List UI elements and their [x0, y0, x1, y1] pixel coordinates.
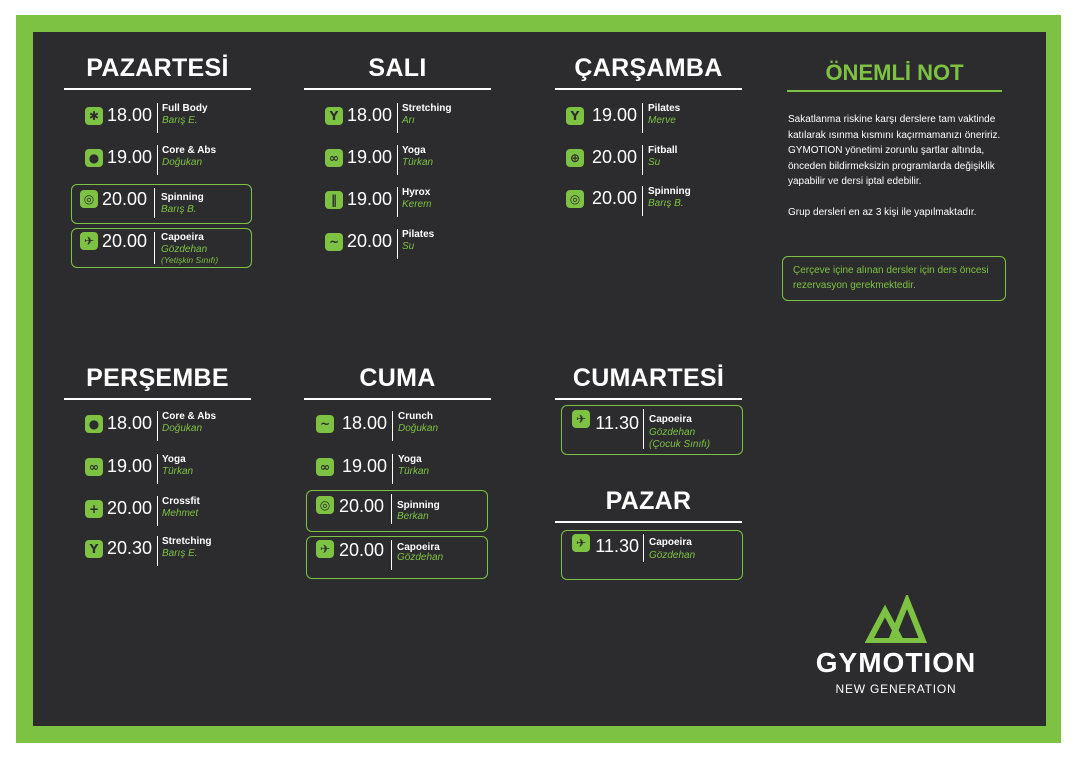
day-title: SALI: [368, 54, 427, 82]
core-abs-icon: ●: [85, 415, 103, 433]
day-rule: [555, 398, 742, 400]
session-friday-1: [302, 406, 483, 444]
session-class: Yoga: [162, 454, 186, 465]
note-paragraph: Grup dersleri en az 3 kişi ile yapılmaktadır.: [788, 206, 977, 218]
stretching-icon: Y: [325, 107, 343, 125]
session-note: (Çocuk Sınıfı): [649, 439, 711, 450]
session-class: Crossfit: [162, 496, 200, 507]
session-instructor: Gözdehan: [397, 552, 444, 563]
brand-name: GYMOTION: [815, 647, 977, 678]
note-title: ÖNEMLİ NOT: [825, 60, 964, 85]
yoga-icon: ∞: [316, 458, 334, 476]
session-instructor: Gözdehan: [161, 244, 208, 255]
day-rule: [555, 521, 742, 523]
pilates-icon: ~: [325, 233, 343, 251]
session-instructor: Türkan: [162, 466, 194, 477]
session-instructor: Barış B.: [161, 204, 197, 215]
session-class: Fitball: [648, 145, 678, 156]
session-time: 20.00: [102, 189, 148, 209]
session-wednesday-2: [552, 140, 733, 178]
session-time: 19.00: [347, 147, 393, 167]
stretching-icon: Y: [85, 540, 103, 558]
session-instructor: Su: [648, 157, 661, 168]
session-tuesday-3: [311, 182, 492, 220]
session-time: 18.00: [342, 413, 388, 433]
session-instructor: Kerem: [402, 199, 432, 210]
session-class: Stretching: [162, 536, 212, 547]
day-title: PERŞEMBE: [86, 364, 229, 392]
day-title: CUMA: [359, 364, 436, 392]
session-instructor: Arı: [402, 115, 415, 126]
session-class: Stretching: [402, 103, 452, 114]
session-monday-4[interactable]: [71, 228, 252, 268]
session-class: Spinning: [161, 192, 204, 203]
session-instructor: Gözdehan: [649, 550, 696, 561]
session-instructor: Barış E.: [162, 115, 198, 126]
day-sunday: [555, 485, 742, 523]
session-class: Capoeira: [397, 542, 440, 553]
session-class: Capoeira: [649, 537, 692, 548]
session-monday-1: [71, 98, 252, 136]
day-title: CUMARTESİ: [572, 364, 725, 392]
session-class: Core & Abs: [162, 145, 217, 156]
note-text: [788, 112, 1002, 235]
session-instructor: Doğukan: [398, 423, 439, 434]
day-title: ÇARŞAMBA: [574, 54, 723, 82]
session-time: 20.00: [339, 496, 385, 516]
full-body-icon: ✱: [85, 107, 103, 125]
capoeira-icon: ✈: [80, 232, 98, 250]
session-class: Core & Abs: [162, 411, 217, 422]
session-time: 20.00: [592, 188, 638, 208]
session-instructor: Doğukan: [162, 157, 203, 168]
session-class: Crunch: [398, 411, 433, 422]
session-instructor: Berkan: [397, 511, 429, 522]
session-class: Spinning: [397, 500, 440, 511]
fitball-icon: ⊕: [566, 149, 584, 167]
brand-tagline: NEW GENERATION: [835, 682, 957, 696]
session-instructor: Barış E.: [162, 548, 198, 559]
session-monday-2: [71, 140, 252, 178]
yoga-icon: ∞: [325, 149, 343, 167]
day-rule: [555, 88, 742, 90]
pilates-icon: Y: [566, 107, 584, 125]
session-instructor: Türkan: [402, 157, 434, 168]
session-time: 19.00: [342, 456, 388, 476]
day-rule: [64, 88, 251, 90]
session-note: (Yetişkin Sınıfı): [161, 255, 219, 265]
capoeira-icon: ✈: [572, 410, 590, 428]
spinning-icon: ◎: [80, 190, 98, 208]
day-friday: [304, 362, 491, 400]
day-tuesday: [304, 52, 491, 90]
session-time: 20.00: [102, 231, 148, 251]
session-instructor: Mehmet: [162, 508, 199, 519]
session-time: 11.30: [595, 413, 639, 433]
session-class: Yoga: [402, 145, 426, 156]
session-time: 20.00: [339, 540, 385, 560]
session-time: 19.00: [592, 105, 638, 125]
capoeira-icon: ✈: [572, 534, 590, 552]
crunch-icon: ~: [316, 415, 334, 433]
day-rule: [64, 398, 251, 400]
session-time: 11.30: [595, 536, 639, 556]
session-wednesday-1: [552, 98, 733, 136]
session-tuesday-2: [311, 140, 492, 178]
spinning-icon: ◎: [316, 496, 334, 514]
session-time: 19.00: [107, 456, 153, 476]
session-class: Pilates: [402, 229, 435, 240]
session-friday-3[interactable]: [306, 490, 488, 532]
session-time: 19.00: [107, 147, 153, 167]
session-instructor: Merve: [648, 115, 676, 126]
note-paragraph: Sakatlanma riskine karşı derslere tam vaktinde katılarak ısınma kısmını kaçırmamanızı öneririz. GYMOTION yönetimi zorunlu şartlar altında, önceden bildirmeksizin programlarda değişiklik yapabilir ve dersi iptal edebilir.: [788, 114, 1001, 187]
session-sunday-1[interactable]: [561, 530, 743, 580]
session-instructor: Barış B.: [648, 198, 684, 209]
day-rule: [304, 88, 491, 90]
session-time: 18.00: [347, 105, 393, 125]
gymotion-logo: [806, 595, 986, 705]
session-time: 18.00: [107, 105, 153, 125]
spinning-icon: ◎: [566, 190, 584, 208]
yoga-icon: ∞: [85, 458, 103, 476]
capoeira-icon: ✈: [316, 540, 334, 558]
session-class: Spinning: [648, 186, 691, 197]
core-abs-icon: ●: [85, 149, 103, 167]
session-tuesday-1: [311, 98, 492, 136]
session-time: 20.00: [347, 231, 393, 251]
session-class: Full Body: [162, 103, 208, 114]
session-instructor: Gözdehan: [649, 427, 696, 438]
session-class: Pilates: [648, 103, 681, 114]
session-class: Hyrox: [402, 187, 431, 198]
session-saturday-1[interactable]: [561, 405, 743, 455]
note-rule: [787, 90, 1002, 92]
session-instructor: Türkan: [398, 466, 430, 477]
mountain-logo-icon: [865, 595, 927, 643]
day-title: PAZARTESİ: [86, 54, 229, 82]
crossfit-icon: +: [85, 500, 103, 518]
day-thursday: [64, 362, 251, 400]
session-class: Capoeira: [161, 232, 204, 243]
session-thursday-3: [71, 491, 252, 529]
session-time: 19.00: [347, 189, 393, 209]
session-instructor: Doğukan: [162, 423, 203, 434]
day-title: PAZAR: [605, 487, 692, 515]
session-class: Yoga: [398, 454, 422, 465]
session-thursday-4: [71, 531, 252, 569]
session-class: Capoeira: [649, 414, 692, 425]
session-instructor: Su: [402, 241, 415, 252]
session-thursday-1: [71, 406, 252, 444]
reservation-note: Çerçeve içine alınan dersler için ders öncesi rezervasyon gerekmektedir.: [782, 256, 1006, 301]
session-tuesday-4: [311, 224, 492, 262]
session-time: 18.00: [107, 413, 153, 433]
day-monday: [64, 52, 251, 90]
session-time: 20.00: [592, 147, 638, 167]
day-saturday: [555, 362, 742, 400]
day-wednesday: [555, 52, 742, 90]
session-time: 20.00: [107, 498, 153, 518]
hyrox-icon: ‖: [325, 191, 343, 209]
session-wednesday-3: [552, 181, 733, 219]
session-time: 20.30: [107, 538, 153, 558]
session-thursday-2: [71, 449, 252, 487]
session-monday-3[interactable]: [71, 184, 252, 224]
session-friday-2: [302, 449, 483, 487]
day-rule: [304, 398, 491, 400]
session-friday-4[interactable]: [306, 536, 488, 579]
